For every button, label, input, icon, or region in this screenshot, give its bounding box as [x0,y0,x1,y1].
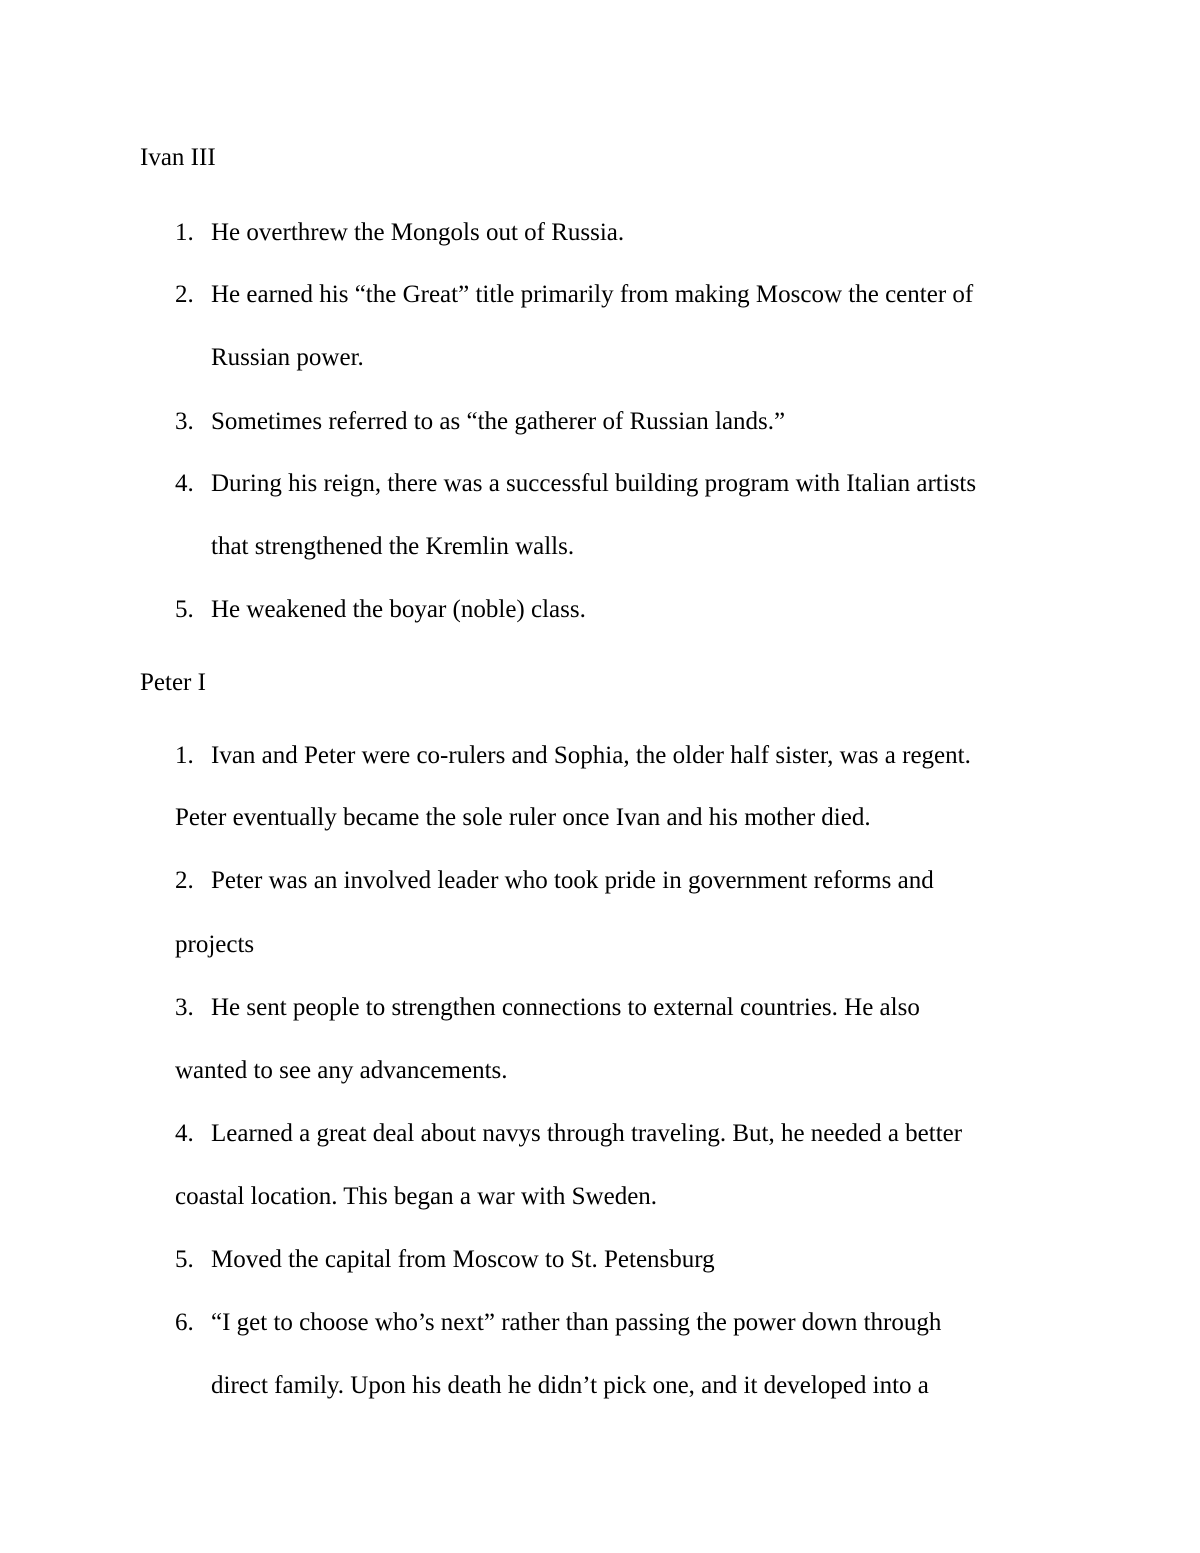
list-item-text: Learned a great deal about navys through traveling. But, he needed a better [211,1120,963,1147]
list-item-text: He weakened the boyar (noble) class. [211,596,586,623]
list-item-text: He overthrew the Mongols out of Russia. [211,219,625,246]
list-item-number: 3. [175,994,194,1021]
list-item-number: 1. [175,219,194,246]
list-item-number: 5. [175,596,194,623]
list-item-text: Peter eventually became the sole ruler once Ivan and his mother died. [175,804,871,831]
list-item-text: Peter was an involved leader who took pride in government reforms and [211,867,934,894]
list-item-number: 4. [175,1120,194,1147]
list-item-text: Russian power. [211,344,364,371]
list-item-number: 2. [175,281,194,308]
list-item-number: 5. [175,1246,194,1273]
list-item-text: Moved the capital from Moscow to St. Petensburg [211,1246,715,1273]
list-item-text: projects [175,931,255,958]
list-item-number: 1. [175,742,194,769]
list-item-number: 2. [175,867,194,894]
list-item-text: coastal location. This began a war with Sweden. [175,1183,658,1210]
list-item-number: 6. [175,1309,194,1336]
list-item-text: that strengthened the Kremlin walls. [211,533,575,560]
list-item-text: wanted to see any advancements. [175,1057,508,1084]
list-item-text: direct family. Upon his death he didn’t pick one, and it developed into a [211,1372,929,1399]
list-item-text: “I get to choose who’s next” rather than passing the power down through [211,1309,942,1336]
list-item-number: 3. [175,408,194,435]
list-item-text: He earned his “the Great” title primarily from making Moscow the center of [211,281,974,308]
list-item-text: During his reign, there was a successful building program with Italian artists [211,470,977,497]
list-item-text: Ivan and Peter were co-rulers and Sophia, the older half sister, was a regent. [211,742,971,769]
list-item-text: He sent people to strengthen connections to external countries. He also [211,994,920,1021]
list-item-number: 4. [175,470,194,497]
section-heading-ivan-iii: Ivan III [140,144,216,171]
section-heading-peter-i: Peter I [140,669,206,696]
list-item-text: Sometimes referred to as “the gatherer of Russian lands.” [211,408,786,435]
